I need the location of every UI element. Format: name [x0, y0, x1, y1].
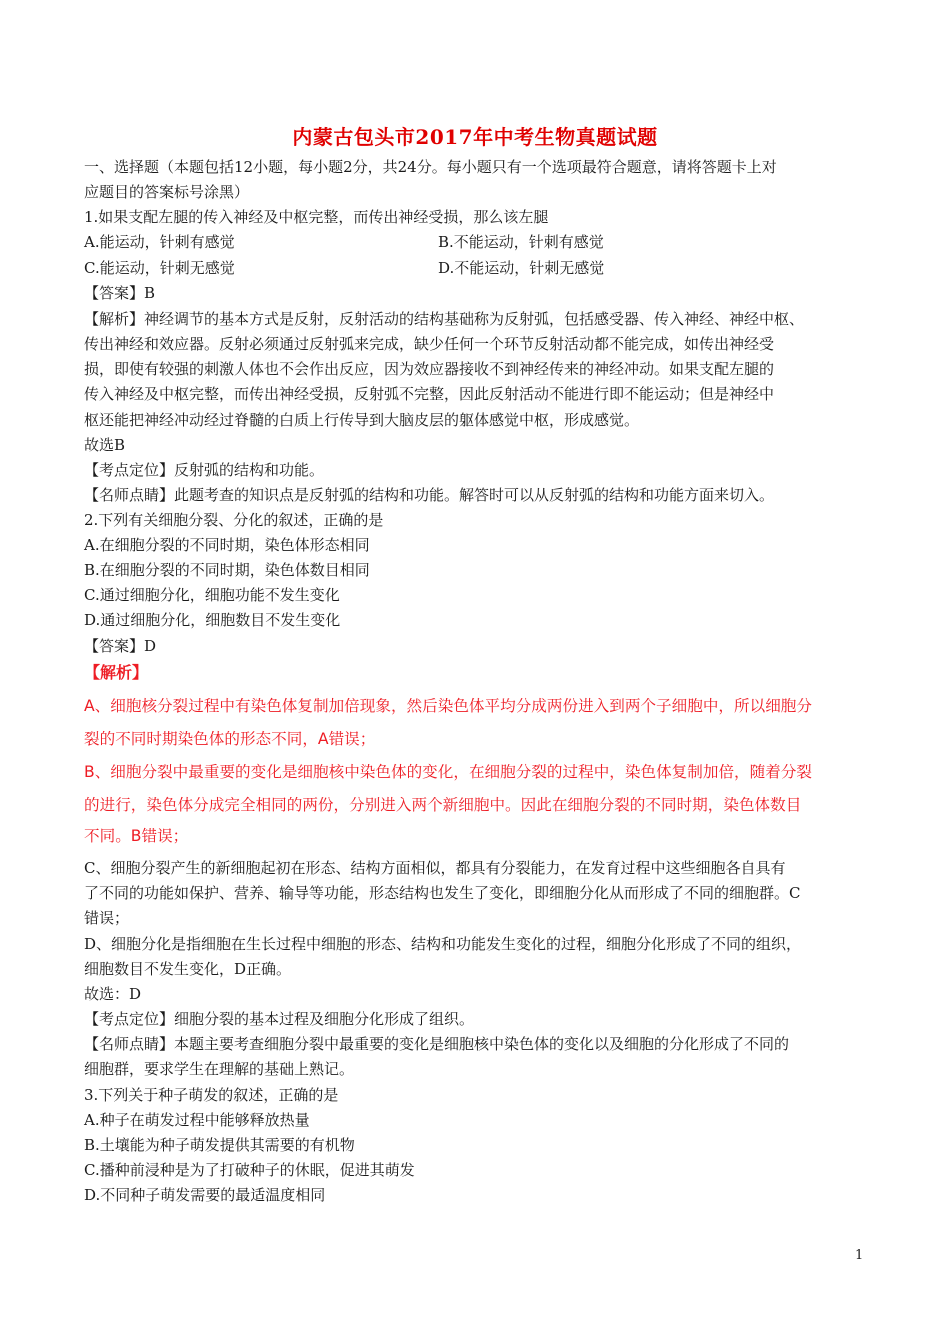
q2-analysis-line: C、细胞分裂产生的新细胞起初在形态、结构方面相似，都具有分裂能力，在发育过程中这些细胞各自具有 [84, 859, 786, 877]
q1-choice: 故选B [84, 436, 126, 454]
q1-option-a: A.能运动，针刺有感觉 [84, 233, 235, 251]
q2-analysis-red-line: A、细胞核分裂过程中有染色体复制加倍现象，然后染色体平均分成两份进入到两个子细胞中，所以细胞分 [84, 697, 812, 715]
q1-point: 【考点定位】反射弧的结构和功能。 [84, 461, 325, 479]
q2-choice: 故选：D [84, 985, 142, 1003]
q1-analysis-line: 传入神经及中枢完整，而传出神经受损，反射弧不完整，因此反射活动不能进行即不能运动；但是神经中 [84, 385, 775, 403]
q3-stem: 3.下列关于种子萌发的叙述，正确的是 [84, 1086, 339, 1104]
q1-analysis-line: 【解析】神经调节的基本方式是反射，反射活动的结构基础称为反射弧，包括感受器、传入神经、神经中枢、 [84, 310, 805, 328]
q2-answer: 【答案】D [84, 637, 157, 655]
q1-tip: 【名师点睛】此题考查的知识点是反射弧的结构和功能。解答时可以从反射弧的结构和功能方面来切入。 [84, 486, 775, 504]
q2-analysis-line: 了不同的功能如保护、营养、输导等功能，形态结构也发生了变化，即细胞分化从而形成了不同的细胞群。C [84, 884, 801, 902]
q1-option-b: B.不能运动，针刺有感觉 [438, 233, 604, 251]
q2-option-c: C.通过细胞分化，细胞功能不发生变化 [84, 586, 340, 604]
q2-tip: 【名师点睛】本题主要考查细胞分裂中最重要的变化是细胞核中染色体的变化以及细胞的分化形成了不同的 [84, 1035, 790, 1053]
q1-stem: 1.如果支配左腿的传入神经及中枢完整，而传出神经受损，那么该左腿 [84, 208, 549, 226]
q1-analysis-line: 损，即使有较强的刺激人体也不会作出反应，因为效应器接收不到神经传来的神经冲动。如果支配左腿的 [84, 360, 775, 378]
section-heading: 一、选择题（本题包括12小题，每小题2分，共24分。每小题只有一个选项最符合题意，请将答题卡上对 [84, 158, 777, 176]
q3-option-a: A.种子在萌发过程中能够释放热量 [84, 1111, 310, 1129]
q1-option-d: D.不能运动，针刺无感觉 [438, 259, 605, 277]
q2-analysis-heading: 【解析】 [84, 663, 149, 682]
q2-option-b: B.在细胞分裂的不同时期，染色体数目相同 [84, 561, 370, 579]
q2-option-a: A.在细胞分裂的不同时期，染色体形态相同 [84, 536, 370, 554]
q3-option-b: B.土壤能为种子萌发提供其需要的有机物 [84, 1136, 355, 1154]
q2-analysis-line: 错误； [84, 909, 130, 927]
q2-analysis-red-line: 的进行，染色体分成完全相同的两份，分别进入两个新细胞中。因此在细胞分裂的不同时期，染色体数目 [84, 796, 802, 814]
q2-tip-cont: 细胞群，要求学生在理解的基础上熟记。 [84, 1060, 355, 1078]
q2-point: 【考点定位】细胞分裂的基本过程及细胞分化形成了组织。 [84, 1010, 475, 1028]
page-number: 1 [855, 1248, 864, 1263]
q2-analysis-red-line: 不同。B错误； [84, 827, 189, 845]
q2-analysis-line: 细胞数目不发生变化，D正确。 [84, 960, 292, 978]
q2-analysis-red-line: 裂的不同时期染色体的形态不同，A错误； [84, 730, 376, 748]
q3-option-c: C.播种前浸种是为了打破种子的休眠，促进其萌发 [84, 1161, 415, 1179]
q2-analysis-line: D、细胞分化是指细胞在生长过程中细胞的形态、结构和功能发生变化的过程，细胞分化形成了不同的组织， [84, 935, 802, 953]
q2-stem: 2.下列有关细胞分裂、分化的叙述，正确的是 [84, 511, 384, 529]
q3-option-d: D.不同种子萌发需要的最适温度相同 [84, 1186, 326, 1204]
q2-option-d: D.通过细胞分化，细胞数目不发生变化 [84, 611, 341, 629]
q1-option-c: C.能运动，针刺无感觉 [84, 259, 235, 277]
document-title: 内蒙古包头市2017年中考生物真题试题 [292, 125, 658, 149]
q1-answer: 【答案】B [84, 284, 156, 302]
q2-analysis-red-line: B、细胞分裂中最重要的变化是细胞核中染色体的变化，在细胞分裂的过程中，染色体复制加倍，随着分裂 [84, 763, 813, 781]
q1-analysis-line: 枢还能把神经冲动经过脊髓的白质上行传导到大脑皮层的躯体感觉中枢，形成感觉。 [84, 411, 640, 429]
q1-analysis-line: 传出神经和效应器。反射必须通过反射弧来完成，缺少任何一个环节反射活动都不能完成，如传出神经受 [84, 335, 775, 353]
section-heading-cont: 应题目的答案标号涂黑） [84, 183, 250, 201]
